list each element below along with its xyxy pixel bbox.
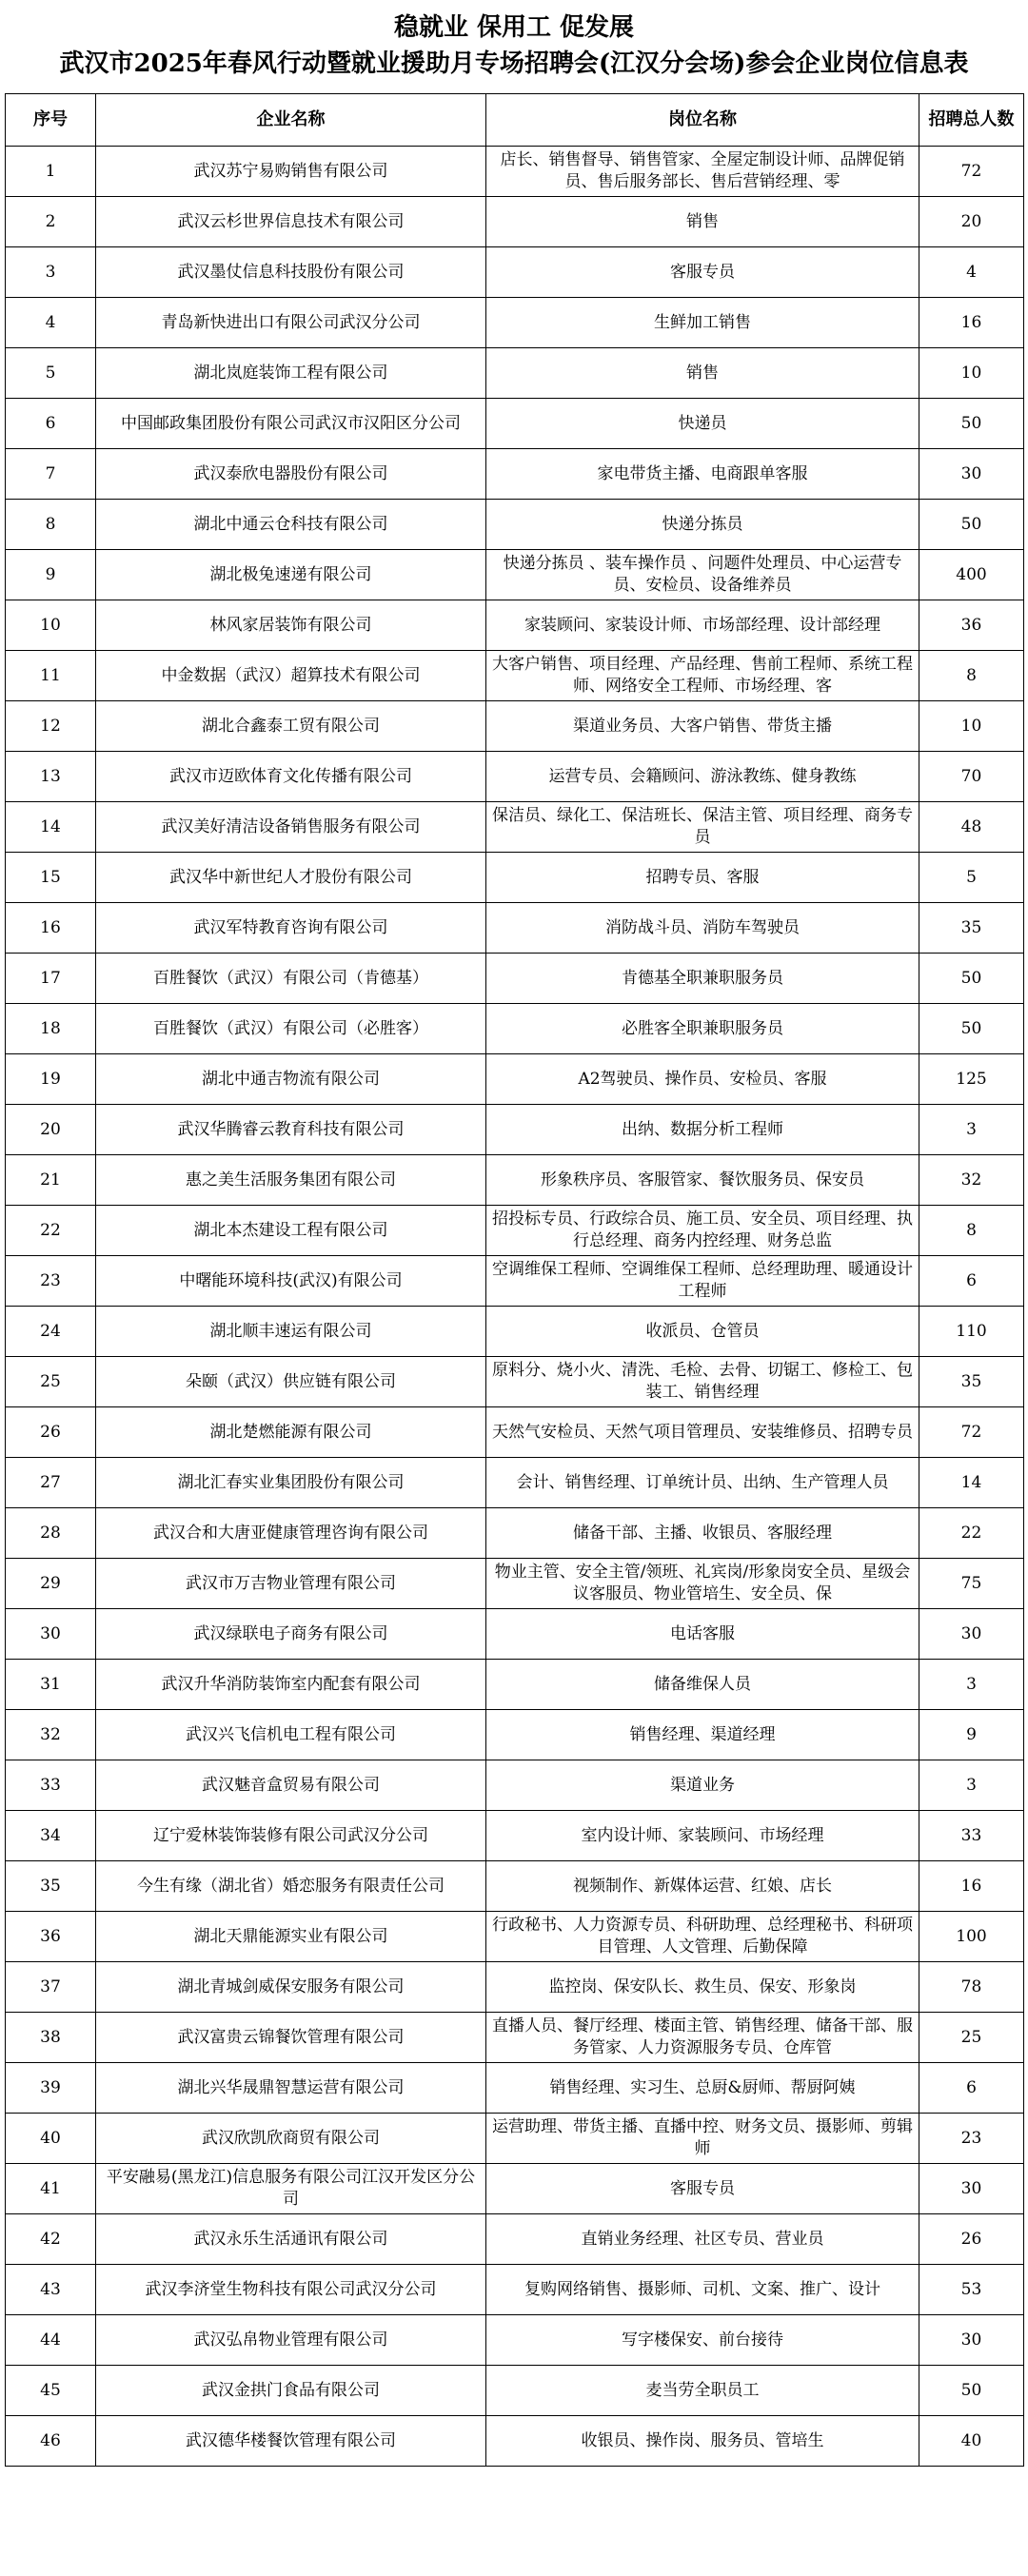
row-position-names: 收派员、仓管员: [486, 1307, 919, 1357]
row-recruit-count: 30: [919, 2315, 1024, 2366]
document-title: 武汉市2025年春风行动暨就业援助月专场招聘会(江汉分会场)参会企业岗位信息表: [59, 49, 969, 78]
row-company-name: 中曙能环境科技(武汉)有限公司: [96, 1256, 486, 1307]
row-serial-number: 5: [6, 348, 96, 399]
row-company-name: 湖北中通云仓科技有限公司: [96, 500, 486, 550]
table-row: [6, 348, 1024, 399]
row-company-name: 武汉华中新世纪人才股份有限公司: [96, 853, 486, 903]
row-recruit-count: 8: [919, 1206, 1024, 1256]
row-company-name: 武汉兴飞信机电工程有限公司: [96, 1710, 486, 1760]
row-position-names: 形象秩序员、客服管家、餐饮服务员、保安员: [486, 1155, 919, 1206]
row-position-names: 客服专员: [486, 247, 919, 298]
row-company-name: 武汉泰欣电器股份有限公司: [96, 449, 486, 500]
row-serial-number: 2: [6, 197, 96, 247]
row-serial-number: 28: [6, 1508, 96, 1559]
row-position-names: 店长、销售督导、销售管家、全屋定制设计师、品牌促销员、售后服务部长、售后营销经理、零: [486, 147, 919, 197]
row-serial-number: 1: [6, 147, 96, 197]
title-slogan: 稳就业 保用工 促发展: [393, 13, 635, 42]
row-serial-number: 32: [6, 1710, 96, 1760]
row-recruit-count: 50: [919, 1004, 1024, 1054]
row-position-names: 运营专员、会籍顾问、游泳教练、健身教练: [486, 752, 919, 802]
row-recruit-count: 75: [919, 1559, 1024, 1609]
row-recruit-count: 3: [919, 1105, 1024, 1155]
row-company-name: 湖北顺丰速运有限公司: [96, 1307, 486, 1357]
row-position-names: 监控岗、保安队长、救生员、保安、形象岗: [486, 1962, 919, 2013]
row-recruit-count: 26: [919, 2214, 1024, 2265]
row-recruit-count: 5: [919, 853, 1024, 903]
row-position-names: 快递员: [486, 399, 919, 449]
row-company-name: 湖北兴华晟鼎智慧运营有限公司: [96, 2063, 486, 2114]
row-serial-number: 46: [6, 2416, 96, 2467]
row-position-names: 快递分拣员: [486, 500, 919, 550]
table-row: [6, 651, 1024, 701]
row-serial-number: 18: [6, 1004, 96, 1054]
row-serial-number: 27: [6, 1458, 96, 1508]
table-header-row: [6, 94, 1024, 147]
row-serial-number: 24: [6, 1307, 96, 1357]
row-recruit-count: 30: [919, 1609, 1024, 1660]
row-position-names: A2驾驶员、操作员、安检员、客服: [486, 1054, 919, 1105]
table-row: [6, 1912, 1024, 1962]
row-company-name: 惠之美生活服务集团有限公司: [96, 1155, 486, 1206]
row-company-name: 武汉德华楼餐饮管理有限公司: [96, 2416, 486, 2467]
row-serial-number: 44: [6, 2315, 96, 2366]
row-recruit-count: 35: [919, 1357, 1024, 1407]
row-position-names: 物业主管、安全主管/领班、礼宾岗/形象岗安全员、星级会议客服员、物业管培生、安全员、保: [486, 1559, 919, 1609]
row-company-name: 武汉合和大唐亚健康管理咨询有限公司: [96, 1508, 486, 1559]
table-row: [6, 2366, 1024, 2416]
row-company-name: 林风家居装饰有限公司: [96, 600, 486, 651]
row-company-name: 青岛新快进出口有限公司武汉分公司: [96, 298, 486, 348]
row-company-name: 武汉华腾睿云教育科技有限公司: [96, 1105, 486, 1155]
table-row: [6, 954, 1024, 1004]
row-company-name: 武汉弘帛物业管理有限公司: [96, 2315, 486, 2366]
row-position-names: 保洁员、绿化工、保洁班长、保洁主管、项目经理、商务专员: [486, 802, 919, 853]
table-body: [6, 147, 1024, 2467]
row-serial-number: 9: [6, 550, 96, 600]
row-serial-number: 30: [6, 1609, 96, 1660]
row-company-name: 湖北青城剑威保安服务有限公司: [96, 1962, 486, 2013]
row-recruit-count: 22: [919, 1508, 1024, 1559]
row-position-names: 麦当劳全职员工: [486, 2366, 919, 2416]
table-row: [6, 1760, 1024, 1811]
row-position-names: 室内设计师、家装顾问、市场经理: [486, 1811, 919, 1861]
row-company-name: 今生有缘（湖北省）婚恋服务有限责任公司: [96, 1861, 486, 1912]
row-serial-number: 11: [6, 651, 96, 701]
row-serial-number: 29: [6, 1559, 96, 1609]
table-row: [6, 1307, 1024, 1357]
row-serial-number: 35: [6, 1861, 96, 1912]
row-position-names: 视频制作、新媒体运营、红娘、店长: [486, 1861, 919, 1912]
table-row: [6, 500, 1024, 550]
table-row: [6, 1458, 1024, 1508]
row-company-name: 百胜餐饮（武汉）有限公司（肯德基）: [96, 954, 486, 1004]
row-position-names: 储备干部、主播、收银员、客服经理: [486, 1508, 919, 1559]
row-position-names: 原料分、烧小火、清洗、毛检、去骨、切锯工、修检工、包装工、销售经理: [486, 1357, 919, 1407]
row-company-name: 百胜餐饮（武汉）有限公司（必胜客）: [96, 1004, 486, 1054]
row-recruit-count: 78: [919, 1962, 1024, 2013]
row-serial-number: 16: [6, 903, 96, 954]
row-serial-number: 20: [6, 1105, 96, 1155]
table-row: [6, 2315, 1024, 2366]
table-row: [6, 247, 1024, 298]
table-row: [6, 1861, 1024, 1912]
row-position-names: 家装顾问、家装设计师、市场部经理、设计部经理: [486, 600, 919, 651]
row-position-names: 行政秘书、人力资源专员、科研助理、总经理秘书、科研项目管理、人文管理、后勤保障: [486, 1912, 919, 1962]
table-row: [6, 1962, 1024, 2013]
table-row: [6, 147, 1024, 197]
row-serial-number: 33: [6, 1760, 96, 1811]
row-position-names: 快递分拣员 、装车操作员 、问题件处理员、中心运营专员、安检员、设备维养员: [486, 550, 919, 600]
row-position-names: 销售: [486, 348, 919, 399]
row-position-names: 招投标专员、行政综合员、施工员、安全员、项目经理、执行总经理、商务内控经理、财务总监: [486, 1206, 919, 1256]
row-position-names: 复购网络销售、摄影师、司机、文案、推广、设计: [486, 2265, 919, 2315]
row-serial-number: 22: [6, 1206, 96, 1256]
row-recruit-count: 72: [919, 1407, 1024, 1458]
row-recruit-count: 50: [919, 399, 1024, 449]
row-position-names: 销售经理、实习生、总厨&厨师、帮厨阿姨: [486, 2063, 919, 2114]
row-serial-number: 15: [6, 853, 96, 903]
row-company-name: 武汉美好清洁设备销售服务有限公司: [96, 802, 486, 853]
table-row: [6, 1811, 1024, 1861]
table-row: [6, 1206, 1024, 1256]
row-position-names: 招聘专员、客服: [486, 853, 919, 903]
table-row: [6, 2063, 1024, 2114]
row-serial-number: 7: [6, 449, 96, 500]
row-recruit-count: 9: [919, 1710, 1024, 1760]
row-position-names: 必胜客全职兼职服务员: [486, 1004, 919, 1054]
table-row: [6, 2265, 1024, 2315]
row-recruit-count: 72: [919, 147, 1024, 197]
row-serial-number: 14: [6, 802, 96, 853]
table-row: [6, 802, 1024, 853]
header-recruit-count: 招聘总人数: [919, 94, 1024, 147]
row-serial-number: 34: [6, 1811, 96, 1861]
row-recruit-count: 23: [919, 2114, 1024, 2164]
table-row: [6, 600, 1024, 651]
row-recruit-count: 20: [919, 197, 1024, 247]
row-recruit-count: 50: [919, 500, 1024, 550]
row-serial-number: 13: [6, 752, 96, 802]
table-row: [6, 1155, 1024, 1206]
row-serial-number: 12: [6, 701, 96, 752]
row-company-name: 武汉苏宁易购销售有限公司: [96, 147, 486, 197]
row-position-names: 消防战斗员、消防车驾驶员: [486, 903, 919, 954]
row-company-name: 湖北天鼎能源实业有限公司: [96, 1912, 486, 1962]
row-company-name: 湖北岚庭装饰工程有限公司: [96, 348, 486, 399]
header-position-name: 岗位名称: [486, 94, 919, 147]
table-row: [6, 2416, 1024, 2467]
row-company-name: 湖北合鑫泰工贸有限公司: [96, 701, 486, 752]
table-row: [6, 1357, 1024, 1407]
table-row: [6, 449, 1024, 500]
row-recruit-count: 30: [919, 449, 1024, 500]
row-recruit-count: 3: [919, 1660, 1024, 1710]
row-position-names: 空调维保工程师、空调维保工程师、总经理助理、暖通设计工程师: [486, 1256, 919, 1307]
table-row: [6, 701, 1024, 752]
row-recruit-count: 50: [919, 954, 1024, 1004]
row-recruit-count: 40: [919, 2416, 1024, 2467]
row-serial-number: 42: [6, 2214, 96, 2265]
row-recruit-count: 53: [919, 2265, 1024, 2315]
row-position-names: 家电带货主播、电商跟单客服: [486, 449, 919, 500]
row-company-name: 武汉金拱门食品有限公司: [96, 2366, 486, 2416]
table-row: [6, 399, 1024, 449]
row-company-name: 武汉军特教育咨询有限公司: [96, 903, 486, 954]
table-row: [6, 298, 1024, 348]
row-company-name: 武汉富贵云锦餐饮管理有限公司: [96, 2013, 486, 2063]
row-position-names: 肯德基全职兼职服务员: [486, 954, 919, 1004]
row-recruit-count: 33: [919, 1811, 1024, 1861]
row-company-name: 湖北楚燃能源有限公司: [96, 1407, 486, 1458]
row-company-name: 湖北中通吉物流有限公司: [96, 1054, 486, 1105]
row-serial-number: 10: [6, 600, 96, 651]
row-company-name: 湖北极兔速递有限公司: [96, 550, 486, 600]
header-company-name: 企业名称: [96, 94, 486, 147]
row-serial-number: 25: [6, 1357, 96, 1407]
table-row: [6, 550, 1024, 600]
row-serial-number: 43: [6, 2265, 96, 2315]
row-serial-number: 26: [6, 1407, 96, 1458]
row-serial-number: 21: [6, 1155, 96, 1206]
row-position-names: 储备维保人员: [486, 1660, 919, 1710]
row-position-names: 天然气安检员、天然气项目管理员、安装维修员、招聘专员: [486, 1407, 919, 1458]
row-serial-number: 23: [6, 1256, 96, 1307]
row-company-name: 湖北本杰建设工程有限公司: [96, 1206, 486, 1256]
row-company-name: 武汉升华消防装饰室内配套有限公司: [96, 1660, 486, 1710]
table-row: [6, 1710, 1024, 1760]
row-recruit-count: 10: [919, 701, 1024, 752]
row-recruit-count: 70: [919, 752, 1024, 802]
row-recruit-count: 16: [919, 1861, 1024, 1912]
row-company-name: 中金数据（武汉）超算技术有限公司: [96, 651, 486, 701]
row-recruit-count: 100: [919, 1912, 1024, 1962]
row-company-name: 武汉云杉世界信息技术有限公司: [96, 197, 486, 247]
row-company-name: 武汉墨仗信息科技股份有限公司: [96, 247, 486, 298]
table-row: [6, 1508, 1024, 1559]
table-row: [6, 1609, 1024, 1660]
row-serial-number: 40: [6, 2114, 96, 2164]
row-company-name: 朵颐（武汉）供应链有限公司: [96, 1357, 486, 1407]
row-position-names: 电话客服: [486, 1609, 919, 1660]
job-info-table: [5, 93, 1024, 2467]
row-recruit-count: 10: [919, 348, 1024, 399]
row-serial-number: 3: [6, 247, 96, 298]
row-recruit-count: 32: [919, 1155, 1024, 1206]
row-recruit-count: 14: [919, 1458, 1024, 1508]
row-serial-number: 36: [6, 1912, 96, 1962]
row-recruit-count: 48: [919, 802, 1024, 853]
row-position-names: 大客户销售、项目经理、产品经理、售前工程师、系统工程师、网络安全工程师、市场经理、客: [486, 651, 919, 701]
row-company-name: 平安融易(黑龙江)信息服务有限公司江汉开发区分公司: [96, 2164, 486, 2214]
table-row: [6, 752, 1024, 802]
row-position-names: 客服专员: [486, 2164, 919, 2214]
row-recruit-count: 3: [919, 1760, 1024, 1811]
row-serial-number: 19: [6, 1054, 96, 1105]
row-company-name: 辽宁爱林装饰装修有限公司武汉分公司: [96, 1811, 486, 1861]
row-recruit-count: 35: [919, 903, 1024, 954]
row-position-names: 直播人员、餐厅经理、楼面主管、销售经理、储备干部、服务管家、人力资源服务专员、仓库管: [486, 2013, 919, 2063]
row-position-names: 收银员、操作岗、服务员、管培生: [486, 2416, 919, 2467]
row-position-names: 运营助理、带货主播、直播中控、财务文员、摄影师、剪辑师: [486, 2114, 919, 2164]
row-recruit-count: 50: [919, 2366, 1024, 2416]
row-recruit-count: 110: [919, 1307, 1024, 1357]
row-position-names: 生鲜加工销售: [486, 298, 919, 348]
table-row: [6, 2013, 1024, 2063]
row-serial-number: 4: [6, 298, 96, 348]
row-recruit-count: 25: [919, 2013, 1024, 2063]
row-position-names: 会计、销售经理、订单统计员、出纳、生产管理人员: [486, 1458, 919, 1508]
table-row: [6, 853, 1024, 903]
row-company-name: 武汉市迈欧体育文化传播有限公司: [96, 752, 486, 802]
row-serial-number: 45: [6, 2366, 96, 2416]
row-recruit-count: 30: [919, 2164, 1024, 2214]
row-recruit-count: 8: [919, 651, 1024, 701]
row-serial-number: 31: [6, 1660, 96, 1710]
table-row: [6, 2114, 1024, 2164]
row-recruit-count: 16: [919, 298, 1024, 348]
row-recruit-count: 6: [919, 1256, 1024, 1307]
row-position-names: 出纳、数据分析工程师: [486, 1105, 919, 1155]
row-position-names: 渠道业务员、大客户销售、带货主播: [486, 701, 919, 752]
table-row: [6, 197, 1024, 247]
row-position-names: 销售: [486, 197, 919, 247]
table-row: [6, 1660, 1024, 1710]
table-row: [6, 1559, 1024, 1609]
table-row: [6, 1054, 1024, 1105]
row-recruit-count: 4: [919, 247, 1024, 298]
row-recruit-count: 400: [919, 550, 1024, 600]
table-row: [6, 1407, 1024, 1458]
row-company-name: 武汉李济堂生物科技有限公司武汉分公司: [96, 2265, 486, 2315]
table-row: [6, 1256, 1024, 1307]
row-serial-number: 8: [6, 500, 96, 550]
row-company-name: 中国邮政集团股份有限公司武汉市汉阳区分公司: [96, 399, 486, 449]
header-serial-number: 序号: [6, 94, 96, 147]
row-position-names: 销售经理、渠道经理: [486, 1710, 919, 1760]
row-recruit-count: 36: [919, 600, 1024, 651]
row-position-names: 写字楼保安、前台接待: [486, 2315, 919, 2366]
row-company-name: 武汉市万吉物业管理有限公司: [96, 1559, 486, 1609]
row-serial-number: 37: [6, 1962, 96, 2013]
row-position-names: 直销业务经理、社区专员、营业员: [486, 2214, 919, 2265]
row-company-name: 湖北汇春实业集团股份有限公司: [96, 1458, 486, 1508]
row-position-names: 渠道业务: [486, 1760, 919, 1811]
row-serial-number: 6: [6, 399, 96, 449]
row-serial-number: 17: [6, 954, 96, 1004]
row-company-name: 武汉欣凯欣商贸有限公司: [96, 2114, 486, 2164]
table-row: [6, 2164, 1024, 2214]
table-row: [6, 2214, 1024, 2265]
row-company-name: 武汉永乐生活通讯有限公司: [96, 2214, 486, 2265]
row-serial-number: 41: [6, 2164, 96, 2214]
table-row: [6, 1004, 1024, 1054]
row-serial-number: 38: [6, 2013, 96, 2063]
row-recruit-count: 125: [919, 1054, 1024, 1105]
row-company-name: 武汉魅音盒贸易有限公司: [96, 1760, 486, 1811]
row-company-name: 武汉绿联电子商务有限公司: [96, 1609, 486, 1660]
row-recruit-count: 6: [919, 2063, 1024, 2114]
table-row: [6, 903, 1024, 954]
table-row: [6, 1105, 1024, 1155]
row-serial-number: 39: [6, 2063, 96, 2114]
